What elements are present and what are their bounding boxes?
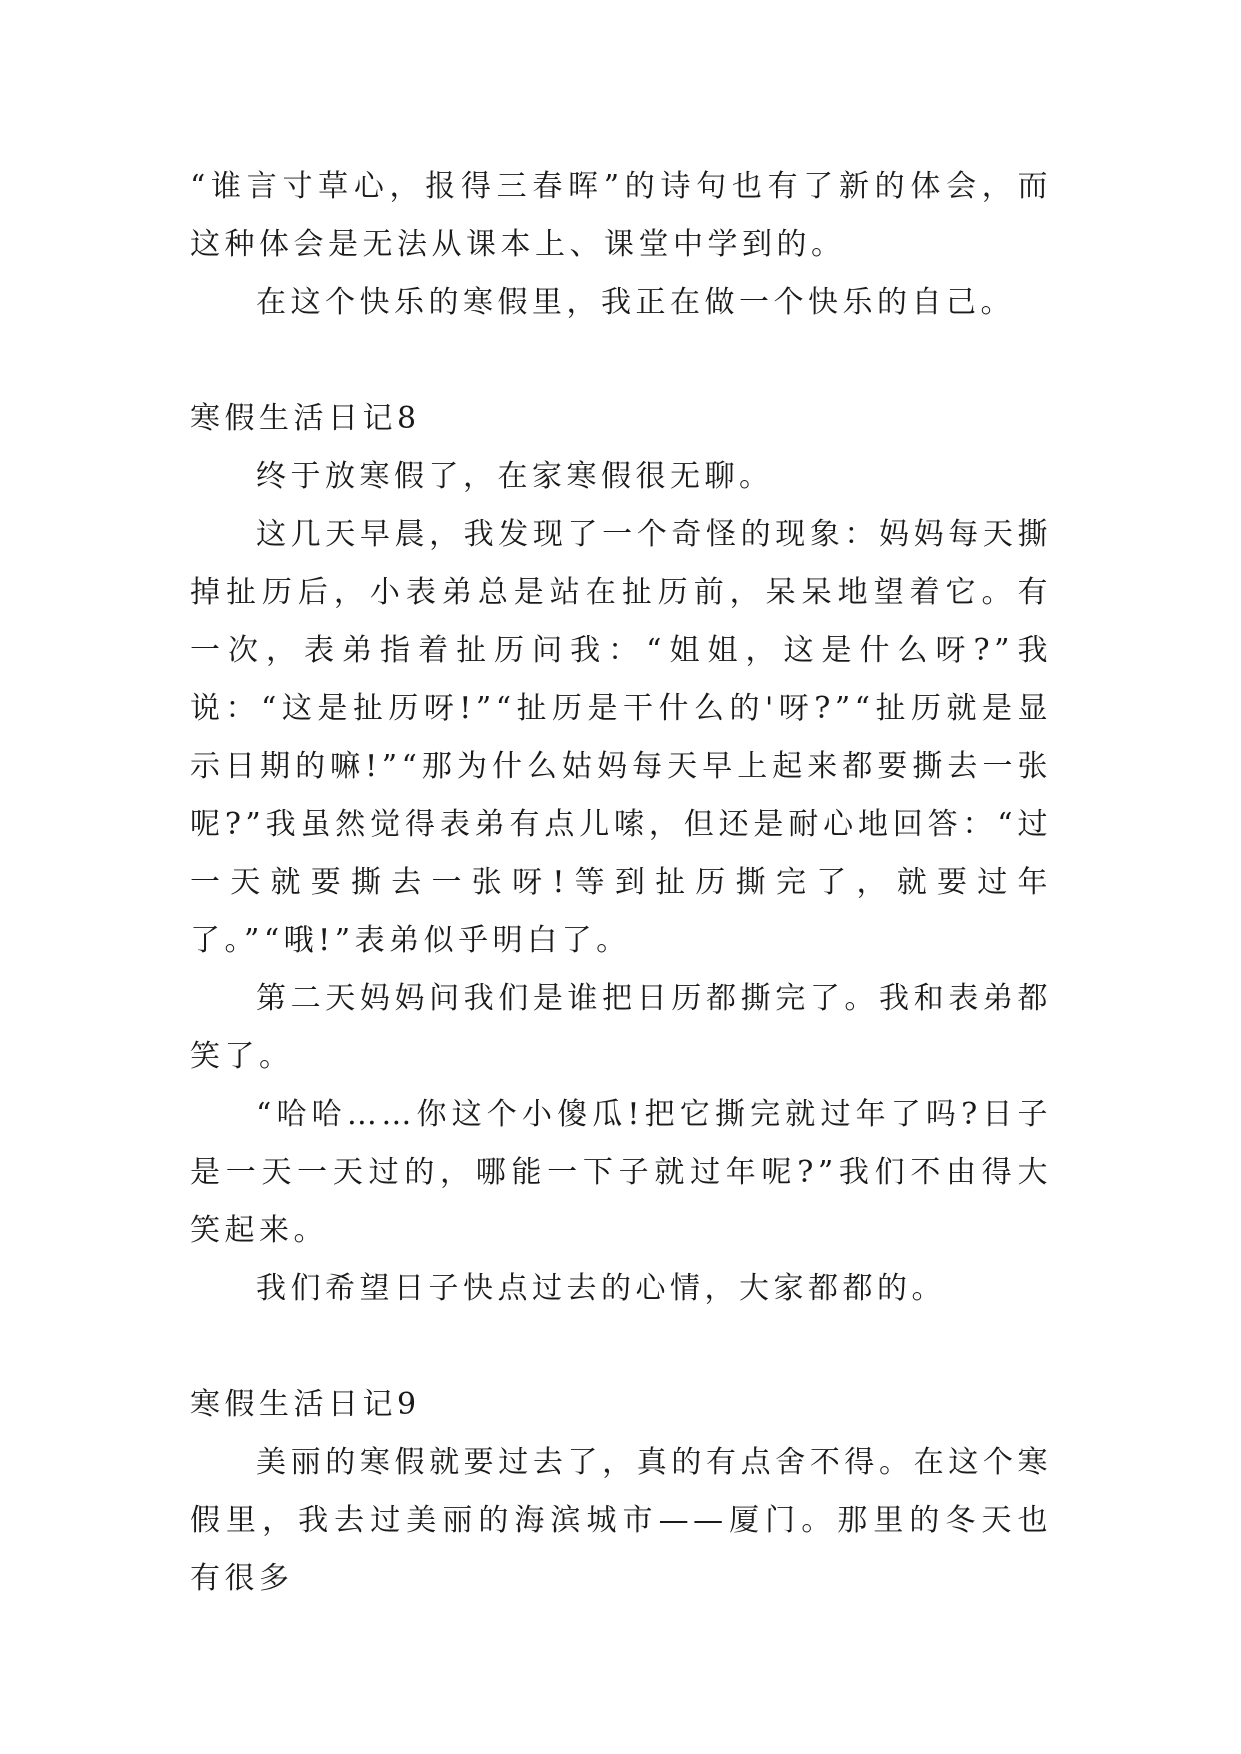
paragraph: 第二天妈妈问我们是谁把日历都撕完了。我和表弟都笑了。 — [190, 981, 1052, 1074]
paragraph: 在这个快乐的寒假里，我正在做一个快乐的自己。 — [256, 285, 1015, 320]
section-spacer — [190, 332, 1052, 390]
paragraph: 这几天早晨，我发现了一个奇怪的现象：妈妈每天撕掉扯历后，小表弟总是站在扯历前，呆呆地望着它。有一次，表弟指着扯历问我：“姐姐，这是什么呀?”我说：“这是扯历呀!”“扯历是干什么的'呀?”“扯历就是显示日期的嘛!”“那为什么姑妈每天早上起来都要撕去一张呢?”我虽然觉得表弟有点儿嗦，但还是耐心地回答：“过一天就要撕去一张呀!等到扯历撕完了，就要过年了。”“哦!”表弟似乎明白了。 — [190, 517, 1052, 958]
paragraph: “谁言寸草心，报得三春晖”的诗句也有了新的体会，而这种体会是无法从课本上、课堂中学到的。 — [190, 169, 1052, 262]
section-title: 寒假生活日记9 — [190, 1387, 421, 1422]
paragraph: 美丽的寒假就要过去了，真的有点舍不得。在这个寒假里，我去过美丽的海滨城市——厦门。那里的冬天也有很多 — [190, 1445, 1052, 1596]
section-spacer — [190, 1318, 1052, 1376]
paragraph: “哈哈……你这个小傻瓜!把它撕完就过年了吗?日子是一天一天过的，哪能一下子就过年呢?”我们不由得大笑起来。 — [190, 1097, 1052, 1248]
paragraph: 我们希望日子快点过去的心情，大家都都的。 — [256, 1271, 946, 1306]
document-body — [190, 158, 1052, 1608]
paragraph: 终于放寒假了，在家寒假很无聊。 — [256, 459, 774, 494]
section-title: 寒假生活日记8 — [190, 401, 421, 436]
